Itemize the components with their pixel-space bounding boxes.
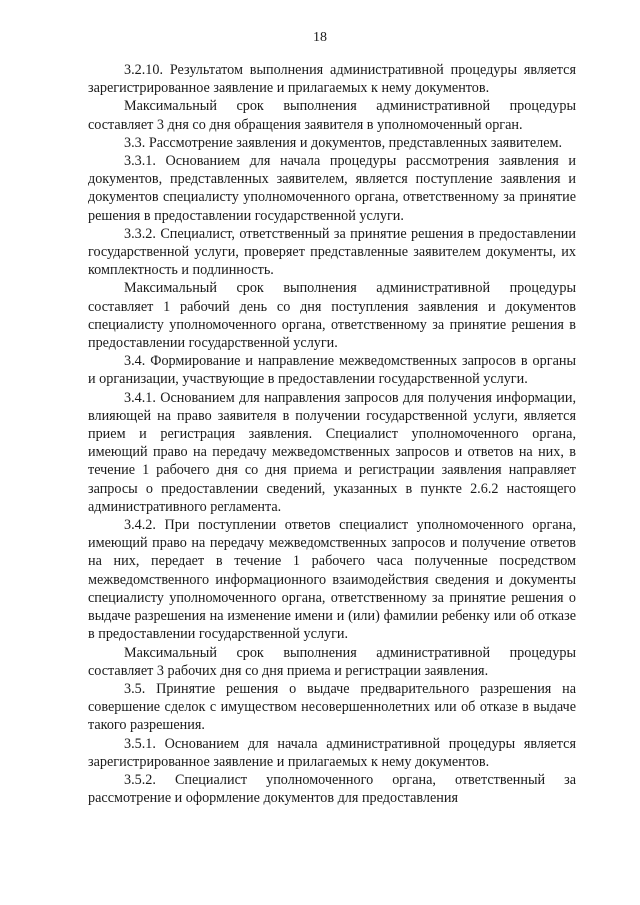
paragraph-3-3-2: 3.3.2. Специалист, ответственный за принятие решения в предоставлении государственной услуги, проверяет представленные заявителем документы, их комплектность и подлинность. (88, 225, 576, 279)
paragraph-max-term-2: Максимальный срок выполнения административной процедуры составляет 1 рабочий день со дня поступления заявления и документов специалисту уполномоченного органа, ответственному за принятие решения в предоставлении государственной услуги. (88, 280, 576, 352)
paragraph-3-5-2: 3.5.2. Специалист уполномоченного органа, ответственный за рассмотрение и оформление документов для предоставления (88, 771, 576, 807)
page-number: 18 (313, 30, 327, 45)
paragraph-3-5-1: 3.5.1. Основанием для начала административной процедуры является зарегистрированное заявление и прилагаемых к нему документов. (88, 735, 576, 770)
paragraph-3-4-1: 3.4.1. Основанием для направления запросов для получения информации, влияющей на право заявителя в получении государственной услуги, является прием и регистрация заявления. Специалист уполномоченного органа, имеющий право на передачу межведомственных запросов и ответов на них, в течение 1 рабочего дня со дня приема и регистрации заявления направляет запросы о предоставлении сведений, указанных в пункте 2.6.2 настоящего административного регламента. (88, 389, 576, 515)
paragraph-max-term-1: Максимальный срок выполнения административной процедуры составляет 3 дня со дня обращения заявителя в уполномоченный орган. (88, 98, 576, 133)
section-heading-3-3: 3.3. Рассмотрение заявления и документов, представленных заявителем. (124, 134, 563, 151)
document-body (88, 61, 576, 807)
paragraph-3-3-1: 3.3.1. Основанием для начала процедуры рассмотрения заявления и документов, представленных заявителем, является поступление заявления и документов специалисту уполномоченного органа, ответственному за принятие решения в предоставлении государственной услуги. (88, 153, 576, 224)
section-heading-3-5: 3.5. Принятие решения о выдаче предварительного разрешения на совершение сделок с имуществом несовершеннолетних или об отказе в выдаче такого разрешения. (88, 680, 576, 734)
paragraph-max-term-3: Максимальный срок выполнения административной процедуры составляет 3 рабочих дня со дня приема и регистрации заявления. (88, 644, 576, 679)
paragraph-3-4-2: 3.4.2. При поступлении ответов специалист уполномоченного органа, имеющий право на передачу межведомственных запросов и получение ответов на них, передает в течение 1 рабочего часа полученные посредством межведомственного информационного взаимодействия сведения и документы специалисту уполномоченного органа, ответственному за принятие решения о выдаче разрешения на изменение имени и (или) фамилии ребенку или об отказе в предоставлении государственной услуги. (88, 517, 576, 643)
section-heading-3-4: 3.4. Формирование и направление межведомственных запросов в органы и организации, участвующие в предоставлении государственной услуги. (88, 353, 576, 388)
paragraph-3-2-10: 3.2.10. Результатом выполнения административной процедуры является зарегистрированное заявление и прилагаемых к нему документов. (88, 62, 576, 97)
